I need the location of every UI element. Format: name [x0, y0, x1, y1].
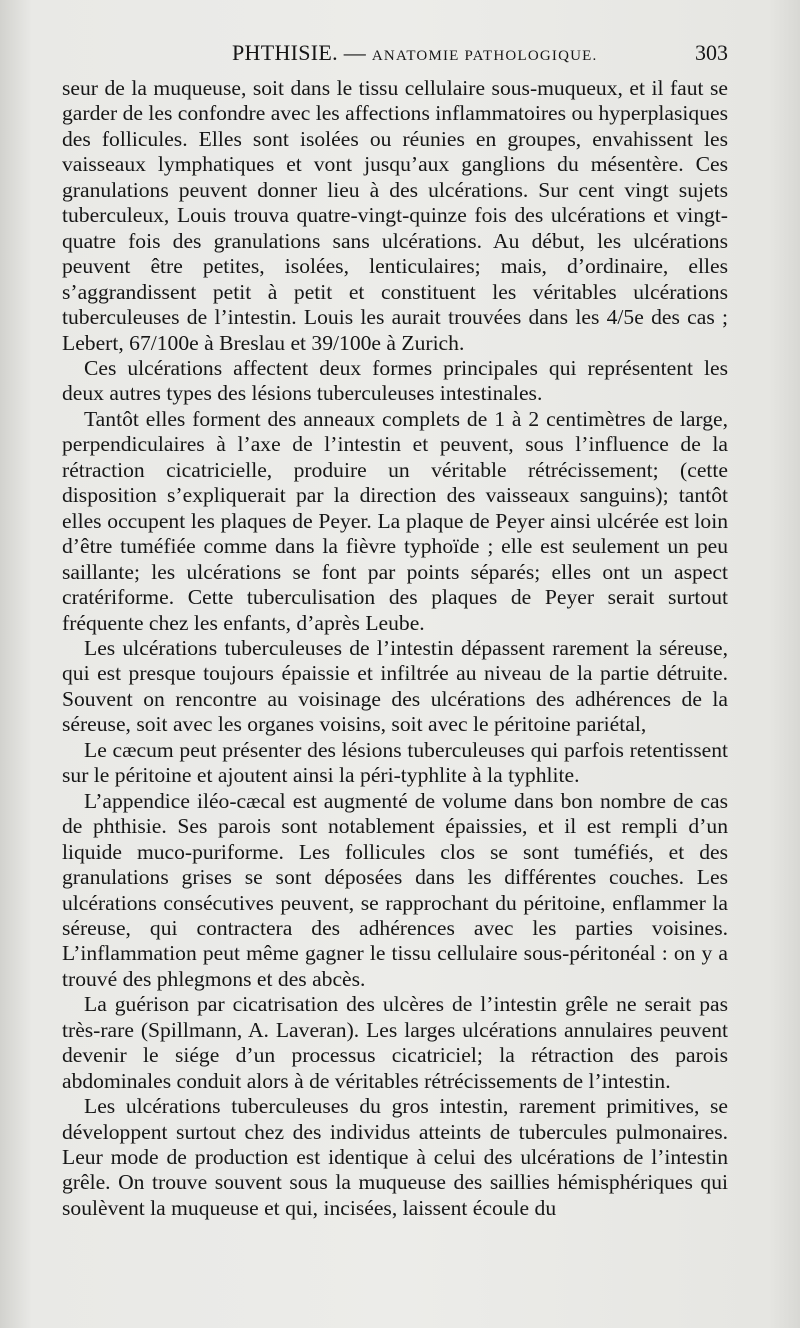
paragraph: La guérison par cicatrisation des ulcères de l’intestin grêle ne serait pas très-rare (Spillmann, A. Laveran). Les larges ulcérations annulaires peuvent devenir le siége d’un processus cicatriciel; la rétraction des parois abdominales conduit alors à de véritables rétrécissements de l’intestin. [62, 992, 728, 1093]
paragraph: seur de la muqueuse, soit dans le tissu cellulaire sous-muqueux, et il faut se garder de les confondre avec les affections inflammatoires ou hyperplasiques des follicules. Elles sont isolées ou réunies en groupes, envahissent les vaisseaux lymphatiques et vont jusqu’aux ganglions du mésentère. Ces granulations peuvent donner lieu à des ulcérations. Sur cent vingt sujets tuberculeux, Louis trouva quatre-vingt-quinze fois des ulcérations et vingt-quatre fois des granulations sans ulcérations. Au début, les ulcérations peuvent être petites, isolées, lenticulaires; mais, d’ordinaire, elles s’aggrandissent petit à petit et constituent les véritables ulcérations tuberculeuses de l’intestin. Louis les aurait trouvées dans les 4/5e des cas ; Lebert, 67/100e à Breslau et 39/100e à Zurich. [62, 76, 728, 355]
paragraph: Les ulcérations tuberculeuses de l’intestin dépassent rarement la séreuse, qui est presque toujours épaissie et infiltrée au niveau de la partie détruite. Souvent on rencontre au voisinage des ulcérations des adhérences de la séreuse, soit avec les organes voisins, soit avec le péritoine pariétal, [62, 635, 728, 737]
page-number: 303 [695, 40, 728, 65]
body-text [62, 76, 728, 1221]
paragraph: Tantôt elles forment des anneaux complets de 1 à 2 centimètres de large, perpendiculaires à l’axe de l’intestin et peuvent, sous l’influence de la rétraction cicatricielle, produire un véritable rétrécissement; (cette disposition s’expliquerait par la direction des vaisseaux sanguins); tantôt elles occupent les plaques de Peyer. La plaque de Peyer ainsi ulcérée est loin d’être tuméfiée comme dans la fièvre typhoïde ; elle est seulement un peu saillante; les ulcérations se font par points séparés; elles ont un aspect cratériforme. Cette tuberculisation des plaques de Peyer serait surtout fréquente chez les enfants, d’après Leube. [62, 406, 728, 635]
running-title [232, 40, 597, 66]
paragraph: Ces ulcérations affectent deux formes principales qui représentent les deux autres types des lésions tuberculeuses intestinales. [62, 355, 728, 406]
page-header [62, 40, 728, 74]
running-title-main: PHTHISIE. — [232, 40, 372, 65]
paragraph: Le cæcum peut présenter des lésions tuberculeuses qui parfois retentissent sur le péritoine et ajoutent ainsi la péri-typhlite à la typhlite. [62, 737, 728, 788]
running-title-sub: ANATOMIE PATHOLOGIQUE. [371, 48, 598, 64]
paragraph: L’appendice iléo-cæcal est augmenté de volume dans bon nombre de cas de phthisie. Ses parois sont notablement épaissies, et il est rempli d’un liquide muco-puriforme. Les follicules clos se sont tuméfiés, et des granulations grises se sont déposées dans les différentes couches. Les ulcérations consécutives peuvent, se rapprochant du péritoine, enflammer la séreuse, qui contractera des adhérences avec les parties voisines. L’inflammation peut même gagner le tissu cellulaire sous-péritonéal : on y a trouvé des phlegmons et des abcès. [62, 788, 728, 991]
paragraph: Les ulcérations tuberculeuses du gros intestin, rarement primitives, se développent surtout chez des individus atteints de tubercules pulmonaires. Leur mode de production est identique à celui des ulcérations de l’intestin grêle. On trouve souvent sous la muqueuse des saillies hémisphériques qui soulèvent la muqueuse et qui, incisées, laissent écoule du [62, 1094, 728, 1220]
